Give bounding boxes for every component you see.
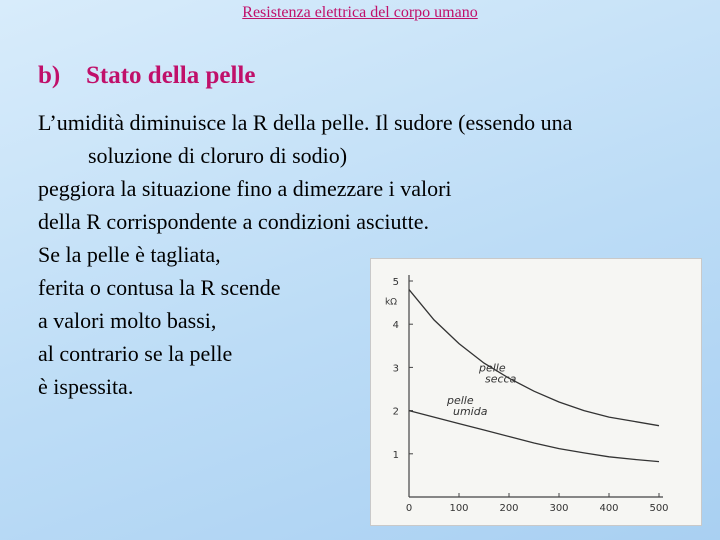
y-tick-label: 1 [392,449,399,461]
body-line: Se la pelle è tagliata, [38,242,221,267]
body-line: soluzione di cloruro di sodio) [88,143,348,168]
body-line: L’umidità diminuisce la R della pelle. Il sudore (essendo una [38,110,573,135]
slide-header: Resistenza elettrica del corpo umano [242,4,478,21]
resistance-chart [370,258,702,526]
x-tick-label: 200 [499,503,519,514]
x-tick-label: 0 [405,503,413,514]
x-tick-label: 100 [449,503,469,514]
x-tick-label: 500 [649,503,669,514]
y-tick-label: 5 [392,277,399,288]
body-line: ferita o contusa la R scende [38,275,281,300]
series-label: pelle [447,394,474,408]
section-title: Stato della pelle [86,62,256,89]
section-marker: b) [38,62,61,89]
y-axis-unit: kΩ [384,297,398,308]
series-label: pelle [479,361,506,375]
y-tick-label: 4 [392,320,399,332]
series-label: umida [453,405,488,419]
y-tick-label: 2 [392,406,399,418]
y-tick-label: 3 [392,363,399,375]
body-line: della R corrispondente a condizioni asciutte. [38,209,429,234]
body-line: al contrario se la pelle [38,341,233,366]
chart-svg [371,259,701,525]
body-line: è ispessita. [38,374,134,399]
body-line: peggiora la situazione fino a dimezzare i valori [38,176,452,201]
x-tick-label: 400 [599,503,619,514]
series-line [409,411,659,462]
x-tick-label: 300 [549,503,569,514]
series-label: secca [485,372,517,386]
body-line: a valori molto bassi, [38,308,217,333]
section-heading [38,62,255,90]
